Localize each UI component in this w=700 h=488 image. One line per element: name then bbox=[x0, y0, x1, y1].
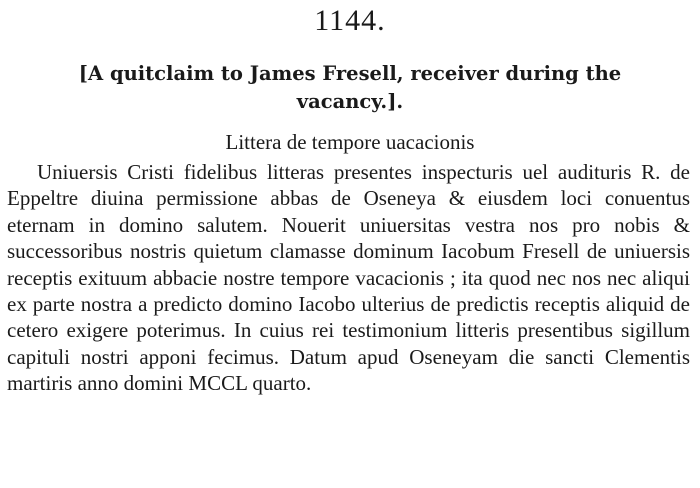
document-heading: [A quitclaim to James Fresell, receiver during the vacancy.]. bbox=[78, 62, 622, 113]
document-subtitle: Littera de tempore uacacionis bbox=[225, 130, 475, 154]
document-body: Uniuersis Cristi fidelibus litteras presentes inspecturis uel audituris R. de Eppeltre diuina permissione abbas de Oseneya & eiusdem loci conuentus eternam in domino salutem. Nouerit uniuersitas vestra nos pro nobis & successoribus nostris quietum clamasse dominum Iacobum Fresell de uniuersis receptis exituum abbacie nostre tempore vacacionis ; ita quod nec nos nec aliqui ex parte nostra a predicto domino Iacobo ulterius de predictis receptis aliquid de cetero exigere poterimus. In cuius rei testimonium litteris presentibus sigillum capituli nostri apponi fecimus. Datum apud Oseneyam die sancti Clementis martiris anno domini MCCL quarto. bbox=[7, 160, 690, 396]
document-number: 1144. bbox=[314, 4, 386, 37]
